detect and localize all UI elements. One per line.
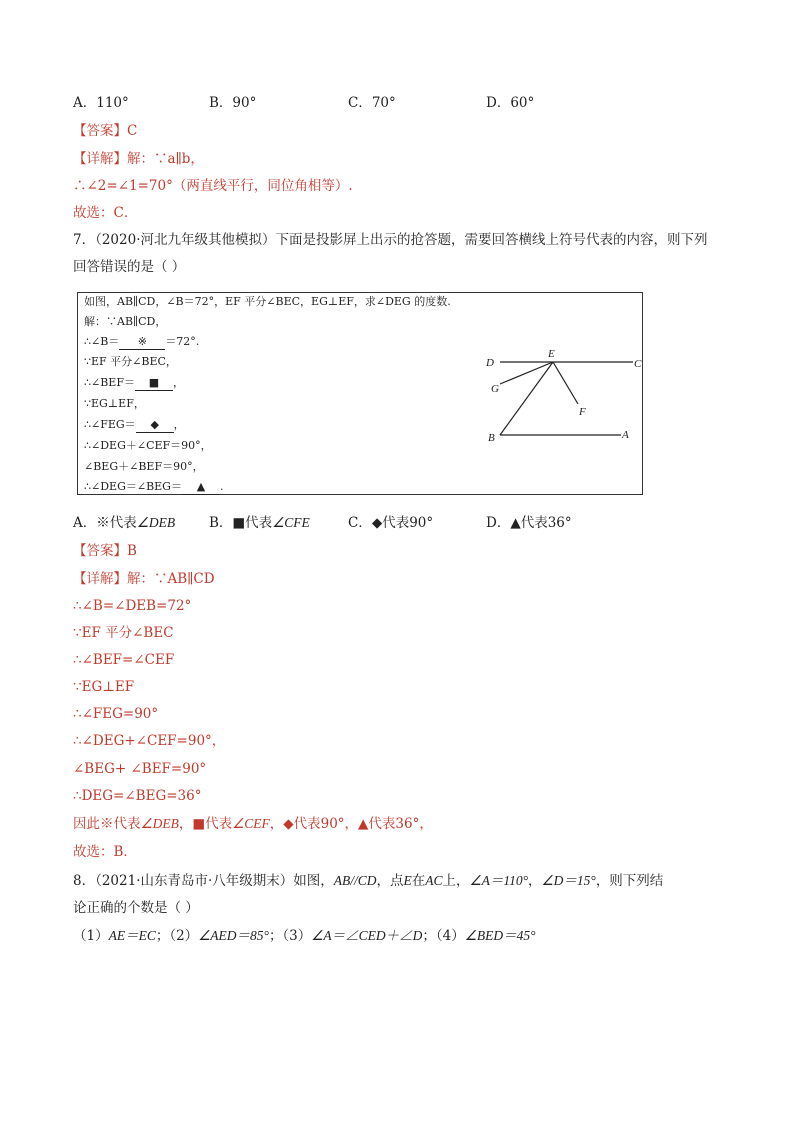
q8-math-1: AB//CD xyxy=(333,873,377,888)
figure-step-6: ∴∠FEG＝ ◆ ， xyxy=(84,418,185,431)
figure-step-4-text: ∴∠BEF＝ xyxy=(84,376,135,389)
q8-math-2: E xyxy=(403,873,412,888)
q8-text-d: 上， xyxy=(442,873,470,889)
q7-stem-line1: 7．（2020·河北九年级其他模拟）下面是投影屏上出示的抢答题，需要回答横线上符号代表的内容，则下列 xyxy=(73,232,708,248)
q8-stmt-3-math: ∠A＝∠CED＋∠D xyxy=(311,928,423,943)
conclusion-part-1: 因此※代表 xyxy=(73,816,141,832)
answer-value: B xyxy=(127,543,137,559)
figure-step-2-tail: ＝72°. xyxy=(165,335,200,348)
q8-text-e: ， xyxy=(528,873,542,889)
q7-option-a-text: A．※代表 xyxy=(73,515,137,531)
q8-stmt-2-label: ；（2） xyxy=(155,928,199,944)
blank-4: ▲ xyxy=(182,480,220,495)
answer-value: C xyxy=(127,123,138,139)
point-e-label: E xyxy=(548,348,555,360)
q8-math-5: ∠D＝15° xyxy=(541,873,596,888)
q8-stmt-1-label: （1） xyxy=(73,928,109,944)
conclusion-part-2: ，■代表 xyxy=(178,816,233,832)
q7-detail-line1 xyxy=(73,570,215,588)
blank-1: ※ xyxy=(119,335,165,350)
q7-detail-line4: ∴∠BEF=∠CEF xyxy=(73,652,175,668)
q7-answer xyxy=(73,542,137,560)
q8-stmt-1-math: AE＝EC xyxy=(108,928,156,943)
figure-step-3: ∵EF 平分∠BEC， xyxy=(84,355,177,368)
conclusion-math-2: ∠CEF xyxy=(232,816,270,831)
q8-text-f: ，则下列结 xyxy=(595,873,664,889)
figure-step-7: ∴∠DEG＋∠CEF＝90°， xyxy=(84,439,212,452)
q8-statements xyxy=(73,927,535,945)
q7-option-c: C．◆代表90° xyxy=(348,515,434,531)
q8-stem-line2: 论正确的个数是（ ） xyxy=(73,900,199,916)
q6-option-d: D．60° xyxy=(486,95,535,111)
figure-step-2-text: ∴∠B＝ xyxy=(84,335,120,348)
detail-label: 【详解】 xyxy=(73,151,127,167)
conclusion-part-3: ，◆代表90°，▲代表36°， xyxy=(269,816,433,832)
point-a-label: A xyxy=(622,429,629,441)
q8-stmt-4-math: ∠BED＝45° xyxy=(464,928,536,943)
line-ef xyxy=(553,362,578,404)
q8-stmt-2-math: ∠AED＝85° xyxy=(198,928,269,943)
answer-label: 【答案】 xyxy=(73,543,127,559)
q7-conclusion xyxy=(73,815,433,833)
q7-detail-line6: ∴∠FEG=90° xyxy=(73,706,159,722)
q6-detail-line3: 故选：C． xyxy=(73,205,138,221)
q6-option-a: A．110° xyxy=(73,95,129,111)
q8-stmt-4-label: ；（4） xyxy=(422,928,465,944)
figure-step-5: ∵EG⊥EF， xyxy=(84,397,145,410)
q8-text-a: 8．（2021·山东青岛市·八年级期末）如图， xyxy=(73,873,334,889)
q6-option-c: C．70° xyxy=(348,95,396,111)
q6-detail-line2: ∴∠2=∠1=70°（两直线平行，同位角相等）. xyxy=(73,178,353,194)
q7-detail-line8: ∠BEG+ ∠BEF=90° xyxy=(73,761,207,777)
point-c-label: C xyxy=(634,358,642,370)
q6-option-b: B．90° xyxy=(209,95,257,111)
q8-text-b: ，点 xyxy=(376,873,404,889)
q7-detail-line5: ∵EG⊥EF xyxy=(73,679,135,695)
q7-detail-line2: ∴∠B=∠DEB=72° xyxy=(73,598,192,614)
conclusion-math-1: ∠DEB xyxy=(140,816,179,831)
figure-step-1: 解：∵AB∥CD， xyxy=(84,315,167,328)
q7-option-b xyxy=(209,514,310,532)
q7-option-a-math: ∠DEB xyxy=(136,515,176,530)
q7-option-a xyxy=(73,514,175,532)
figure-step-6-text: ∴∠FEG＝ xyxy=(84,418,136,431)
point-b-label: B xyxy=(488,432,495,444)
q8-stem-line1 xyxy=(73,872,663,890)
figure-step-2 xyxy=(84,335,199,350)
geometry-diagram xyxy=(483,343,643,453)
q7-detail-line3: ∵EF 平分∠BEC xyxy=(73,625,174,641)
detail-text: 解：∵a∥b， xyxy=(127,151,204,167)
q7-stem-line2: 回答错误的是（ ） xyxy=(73,259,186,275)
q7-option-d: D．▲代表36° xyxy=(486,515,572,531)
q7-figure xyxy=(77,292,643,495)
blank-2: ■ xyxy=(135,376,173,391)
q6-answer xyxy=(73,122,137,140)
q7-option-b-text: B．■代表 xyxy=(209,515,273,531)
q7-choice: 故选：B． xyxy=(73,844,137,860)
point-g-label: G xyxy=(491,383,499,395)
figure-problem-line: 如图，AB∥CD，∠B＝72°，EF 平分∠BEC，EG⊥EF，求∠DEG 的度数. xyxy=(84,295,451,308)
q7-detail-line7: ∴∠DEG+∠CEF=90°， xyxy=(73,733,226,749)
detail-text: 解：∵AB∥CD xyxy=(127,571,215,587)
q8-text-c: 在 xyxy=(411,873,426,889)
figure-step-9: ∴∠DEG＝∠BEG＝ ▲ . xyxy=(84,480,224,493)
figure-step-8: ∠BEG＋∠BEF＝90°， xyxy=(84,460,204,473)
blank-3: ◆ xyxy=(136,418,174,433)
answer-label: 【答案】 xyxy=(73,123,127,139)
q8-stmt-3-label: ；（3） xyxy=(268,928,312,944)
q8-math-4: ∠A＝110° xyxy=(469,873,529,888)
figure-step-4: ∴∠BEF＝ ■ ， xyxy=(84,376,184,389)
point-d-label: D xyxy=(486,357,494,369)
q8-math-3: AC xyxy=(425,873,443,888)
figure-step-9-text: ∴∠DEG＝∠BEG＝ xyxy=(84,480,182,493)
detail-label: 【详解】 xyxy=(73,571,127,587)
q7-option-b-math: ∠CFE xyxy=(272,515,310,530)
point-f-label: F xyxy=(579,406,586,418)
q6-detail-line1 xyxy=(73,150,204,168)
q7-detail-line9: ∴DEG=∠BEG=36° xyxy=(73,788,202,804)
